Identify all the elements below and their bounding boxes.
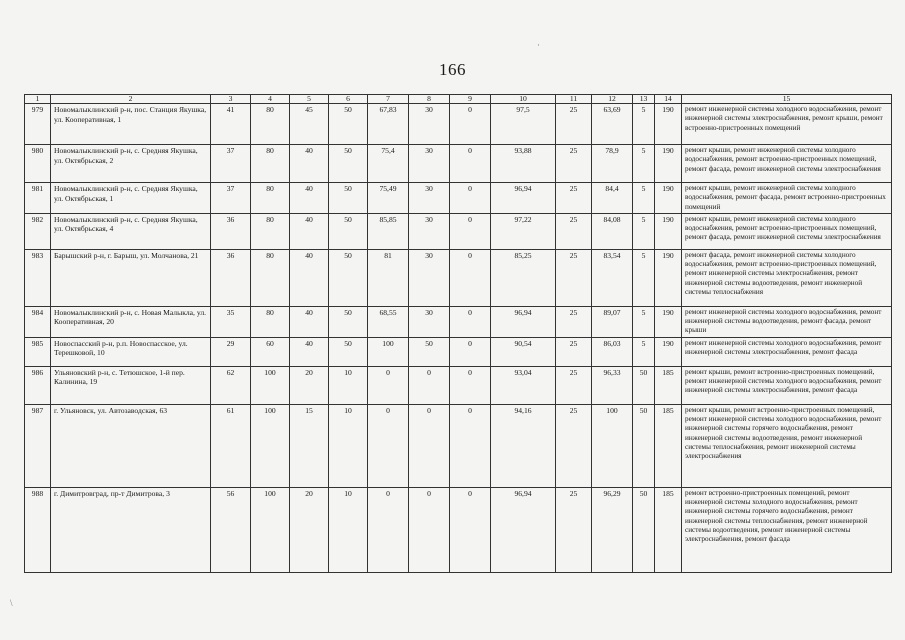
value-cell-col-7: 67,83 [368,104,409,145]
row-number-cell: 988 [25,487,51,572]
value-cell-col-11: 25 [556,104,592,145]
value-cell-col-3: 35 [211,306,251,337]
value-cell-col-9: 0 [450,249,491,306]
value-cell-col-4: 100 [251,366,290,404]
value-cell-col-7: 75,4 [368,145,409,183]
works-cell: ремонт крыши, ремонт инженерной системы холодного водоснабжения, ремонт фасада, ремонт встроенно-пристроенных помещений [682,183,892,214]
works-cell: ремонт фасада, ремонт инженерной системы холодного водоснабжения, ремонт встроенно-пристроенных помещений, ремонт инженерной системы электроснабжения, ремонт инженерной системы водоотведения, ремонт инженерной системы теплоснабжения [682,249,892,306]
value-cell-col-11: 25 [556,249,592,306]
value-cell-col-8: 30 [409,249,450,306]
value-cell-col-8: 0 [409,404,450,487]
address-cell: Ульяновский р-н, с. Тетюшское, 1-й пер. Калинина, 19 [51,366,211,404]
value-cell-col-9: 0 [450,337,491,366]
table-row [25,337,892,366]
works-cell: ремонт инженерной системы холодного водоснабжения, ремонт инженерной системы электроснабжения, ремонт фасада [682,337,892,366]
value-cell-col-4: 100 [251,404,290,487]
value-cell-col-14: 185 [655,487,682,572]
value-cell-col-13: 5 [633,213,655,249]
address-cell: Новомалыклинский р-н, с. Средняя Якушка, ул. Октябрьская, 1 [51,183,211,214]
row-number-cell: 981 [25,183,51,214]
value-cell-col-10: 94,16 [491,404,556,487]
value-cell-col-11: 25 [556,487,592,572]
column-header-3: 3 [211,95,251,104]
value-cell-col-3: 41 [211,104,251,145]
value-cell-col-4: 80 [251,306,290,337]
header-row [25,95,892,104]
value-cell-col-8: 50 [409,337,450,366]
value-cell-col-14: 190 [655,104,682,145]
works-cell: ремонт крыши, ремонт встроенно-пристроенных помещений, ремонт инженерной системы холодного водоснабжения, ремонт инженерной системы горячего водоснабжения, ремонт инженерной системы водоотведения, ремонт инженерной системы теплоснабжения, ремонт инженерной системы электроснабжения [682,404,892,487]
value-cell-col-8: 30 [409,306,450,337]
value-cell-col-11: 25 [556,183,592,214]
value-cell-col-14: 190 [655,306,682,337]
value-cell-col-10: 97,5 [491,104,556,145]
address-cell: Новомалыклинский р-н, с. Средняя Якушка, ул. Октябрьская, 4 [51,213,211,249]
value-cell-col-8: 0 [409,366,450,404]
value-cell-col-10: 97,22 [491,213,556,249]
works-cell: ремонт крыши, ремонт инженерной системы холодного водоснабжения, ремонт встроенно-пристроенных помещений, ремонт фасада, ремонт инженерной системы электроснабжения [682,145,892,183]
column-header-1: 1 [25,95,51,104]
value-cell-col-5: 40 [290,306,329,337]
value-cell-col-3: 61 [211,404,251,487]
value-cell-col-9: 0 [450,145,491,183]
value-cell-col-12: 83,54 [592,249,633,306]
column-header-7: 7 [368,95,409,104]
column-header-13: 13 [633,95,655,104]
row-number-cell: 983 [25,249,51,306]
table-body [25,104,892,573]
value-cell-col-6: 50 [329,337,368,366]
value-cell-col-13: 5 [633,145,655,183]
column-header-8: 8 [409,95,450,104]
value-cell-col-9: 0 [450,104,491,145]
row-number-cell: 979 [25,104,51,145]
value-cell-col-3: 62 [211,366,251,404]
address-cell: г. Ульяновск, ул. Автозаводская, 63 [51,404,211,487]
row-number-cell: 986 [25,366,51,404]
value-cell-col-11: 25 [556,213,592,249]
value-cell-col-11: 25 [556,404,592,487]
value-cell-col-12: 84,4 [592,183,633,214]
value-cell-col-5: 20 [290,366,329,404]
value-cell-col-6: 10 [329,487,368,572]
value-cell-col-14: 185 [655,366,682,404]
value-cell-col-7: 0 [368,404,409,487]
value-cell-col-7: 68,55 [368,306,409,337]
value-cell-col-13: 5 [633,183,655,214]
table-row [25,213,892,249]
value-cell-col-3: 29 [211,337,251,366]
table-row [25,404,892,487]
value-cell-col-14: 190 [655,249,682,306]
value-cell-col-8: 30 [409,145,450,183]
value-cell-col-6: 10 [329,366,368,404]
value-cell-col-10: 96,94 [491,306,556,337]
table-row [25,183,892,214]
value-cell-col-6: 50 [329,145,368,183]
value-cell-col-8: 30 [409,183,450,214]
value-cell-col-3: 37 [211,145,251,183]
row-number-cell: 984 [25,306,51,337]
value-cell-col-4: 100 [251,487,290,572]
value-cell-col-9: 0 [450,306,491,337]
value-cell-col-12: 89,07 [592,306,633,337]
value-cell-col-10: 90,54 [491,337,556,366]
value-cell-col-10: 96,94 [491,487,556,572]
column-header-11: 11 [556,95,592,104]
value-cell-col-13: 5 [633,306,655,337]
works-cell: ремонт крыши, ремонт инженерной системы холодного водоснабжения, ремонт встроенно-пристроенных помещений, ремонт фасада, ремонт инженерной системы электроснабжения [682,213,892,249]
registry-table [24,94,892,573]
value-cell-col-3: 37 [211,183,251,214]
value-cell-col-4: 80 [251,104,290,145]
value-cell-col-8: 30 [409,213,450,249]
value-cell-col-3: 36 [211,249,251,306]
value-cell-col-11: 25 [556,337,592,366]
value-cell-col-4: 80 [251,213,290,249]
value-cell-col-9: 0 [450,183,491,214]
value-cell-col-11: 25 [556,366,592,404]
table-row [25,487,892,572]
column-header-9: 9 [450,95,491,104]
table-row [25,306,892,337]
column-header-10: 10 [491,95,556,104]
value-cell-col-10: 96,94 [491,183,556,214]
value-cell-col-7: 0 [368,487,409,572]
value-cell-col-9: 0 [450,213,491,249]
works-cell: ремонт встроенно-пристроенных помещений, ремонт инженерной системы холодного водоснабжения, ремонт инженерной системы горячего водоснабжения, ремонт инженерной системы теплоснабжения, ремонт инженерной системы водоотведения, ремонт инженерной системы электроснабжения, ремонт фасада [682,487,892,572]
value-cell-col-13: 50 [633,404,655,487]
value-cell-col-6: 50 [329,104,368,145]
value-cell-col-6: 10 [329,404,368,487]
value-cell-col-9: 0 [450,366,491,404]
address-cell: Новомалыклинский р-н, с. Средняя Якушка, ул. Октябрьская, 2 [51,145,211,183]
value-cell-col-13: 5 [633,104,655,145]
value-cell-col-14: 185 [655,404,682,487]
value-cell-col-11: 25 [556,306,592,337]
value-cell-col-5: 40 [290,337,329,366]
address-cell: Новоспасский р-н, р.п. Новоспасское, ул. Терешковой, 10 [51,337,211,366]
table-row [25,366,892,404]
page-number: 166 [439,60,466,79]
value-cell-col-5: 15 [290,404,329,487]
value-cell-col-12: 96,33 [592,366,633,404]
value-cell-col-8: 30 [409,104,450,145]
address-cell: Новомалыклинский р-н, пос. Станция Якушка, ул. Кооперативная, 1 [51,104,211,145]
value-cell-col-5: 40 [290,183,329,214]
value-cell-col-9: 0 [450,404,491,487]
value-cell-col-13: 50 [633,366,655,404]
value-cell-col-4: 80 [251,145,290,183]
value-cell-col-5: 20 [290,487,329,572]
column-header-4: 4 [251,95,290,104]
value-cell-col-10: 93,04 [491,366,556,404]
works-cell: ремонт крыши, ремонт встроенно-пристроенных помещений, ремонт инженерной системы холодного водоснабжения, ремонт инженерной системы электроснабжения, ремонт фасада [682,366,892,404]
value-cell-col-7: 100 [368,337,409,366]
value-cell-col-10: 85,25 [491,249,556,306]
scan-speck: \ [10,598,13,608]
value-cell-col-7: 75,49 [368,183,409,214]
table-row [25,145,892,183]
value-cell-col-5: 40 [290,213,329,249]
row-number-cell: 987 [25,404,51,487]
value-cell-col-4: 80 [251,183,290,214]
row-number-cell: 982 [25,213,51,249]
column-header-2: 2 [51,95,211,104]
value-cell-col-7: 81 [368,249,409,306]
value-cell-col-12: 86,03 [592,337,633,366]
table-row [25,104,892,145]
value-cell-col-4: 80 [251,249,290,306]
table-row [25,249,892,306]
value-cell-col-5: 40 [290,145,329,183]
value-cell-col-10: 93,88 [491,145,556,183]
value-cell-col-9: 0 [450,487,491,572]
row-number-cell: 980 [25,145,51,183]
column-header-12: 12 [592,95,633,104]
column-header-6: 6 [329,95,368,104]
address-cell: Барышский р-н, г. Барыш, ул. Молчанова, 21 [51,249,211,306]
value-cell-col-13: 50 [633,487,655,572]
value-cell-col-8: 0 [409,487,450,572]
value-cell-col-12: 63,69 [592,104,633,145]
address-cell: Новомалыклинский р-н, с. Новая Малыкла, ул. Кооперативная, 20 [51,306,211,337]
value-cell-col-13: 5 [633,249,655,306]
value-cell-col-14: 190 [655,213,682,249]
value-cell-col-14: 190 [655,337,682,366]
value-cell-col-6: 50 [329,183,368,214]
works-cell: ремонт инженерной системы холодного водоснабжения, ремонт инженерной системы водоотведения, ремонт фасада, ремонт крыши [682,306,892,337]
value-cell-col-6: 50 [329,249,368,306]
value-cell-col-12: 84,08 [592,213,633,249]
value-cell-col-3: 36 [211,213,251,249]
value-cell-col-13: 5 [633,337,655,366]
works-cell: ремонт инженерной системы холодного водоснабжения, ремонт инженерной системы электроснабжения, ремонт крыши, ремонт встроенно-пристроенных помещений [682,104,892,145]
value-cell-col-7: 85,85 [368,213,409,249]
value-cell-col-6: 50 [329,213,368,249]
value-cell-col-14: 190 [655,183,682,214]
value-cell-col-12: 96,29 [592,487,633,572]
scan-speck: · [537,40,540,50]
column-header-15: 15 [682,95,892,104]
value-cell-col-5: 40 [290,249,329,306]
column-header-5: 5 [290,95,329,104]
value-cell-col-12: 100 [592,404,633,487]
value-cell-col-5: 45 [290,104,329,145]
value-cell-col-14: 190 [655,145,682,183]
address-cell: г. Димитровград, пр-т Димитрова, 3 [51,487,211,572]
value-cell-col-4: 60 [251,337,290,366]
column-header-14: 14 [655,95,682,104]
value-cell-col-7: 0 [368,366,409,404]
value-cell-col-3: 56 [211,487,251,572]
value-cell-col-11: 25 [556,145,592,183]
value-cell-col-6: 50 [329,306,368,337]
value-cell-col-12: 78,9 [592,145,633,183]
row-number-cell: 985 [25,337,51,366]
